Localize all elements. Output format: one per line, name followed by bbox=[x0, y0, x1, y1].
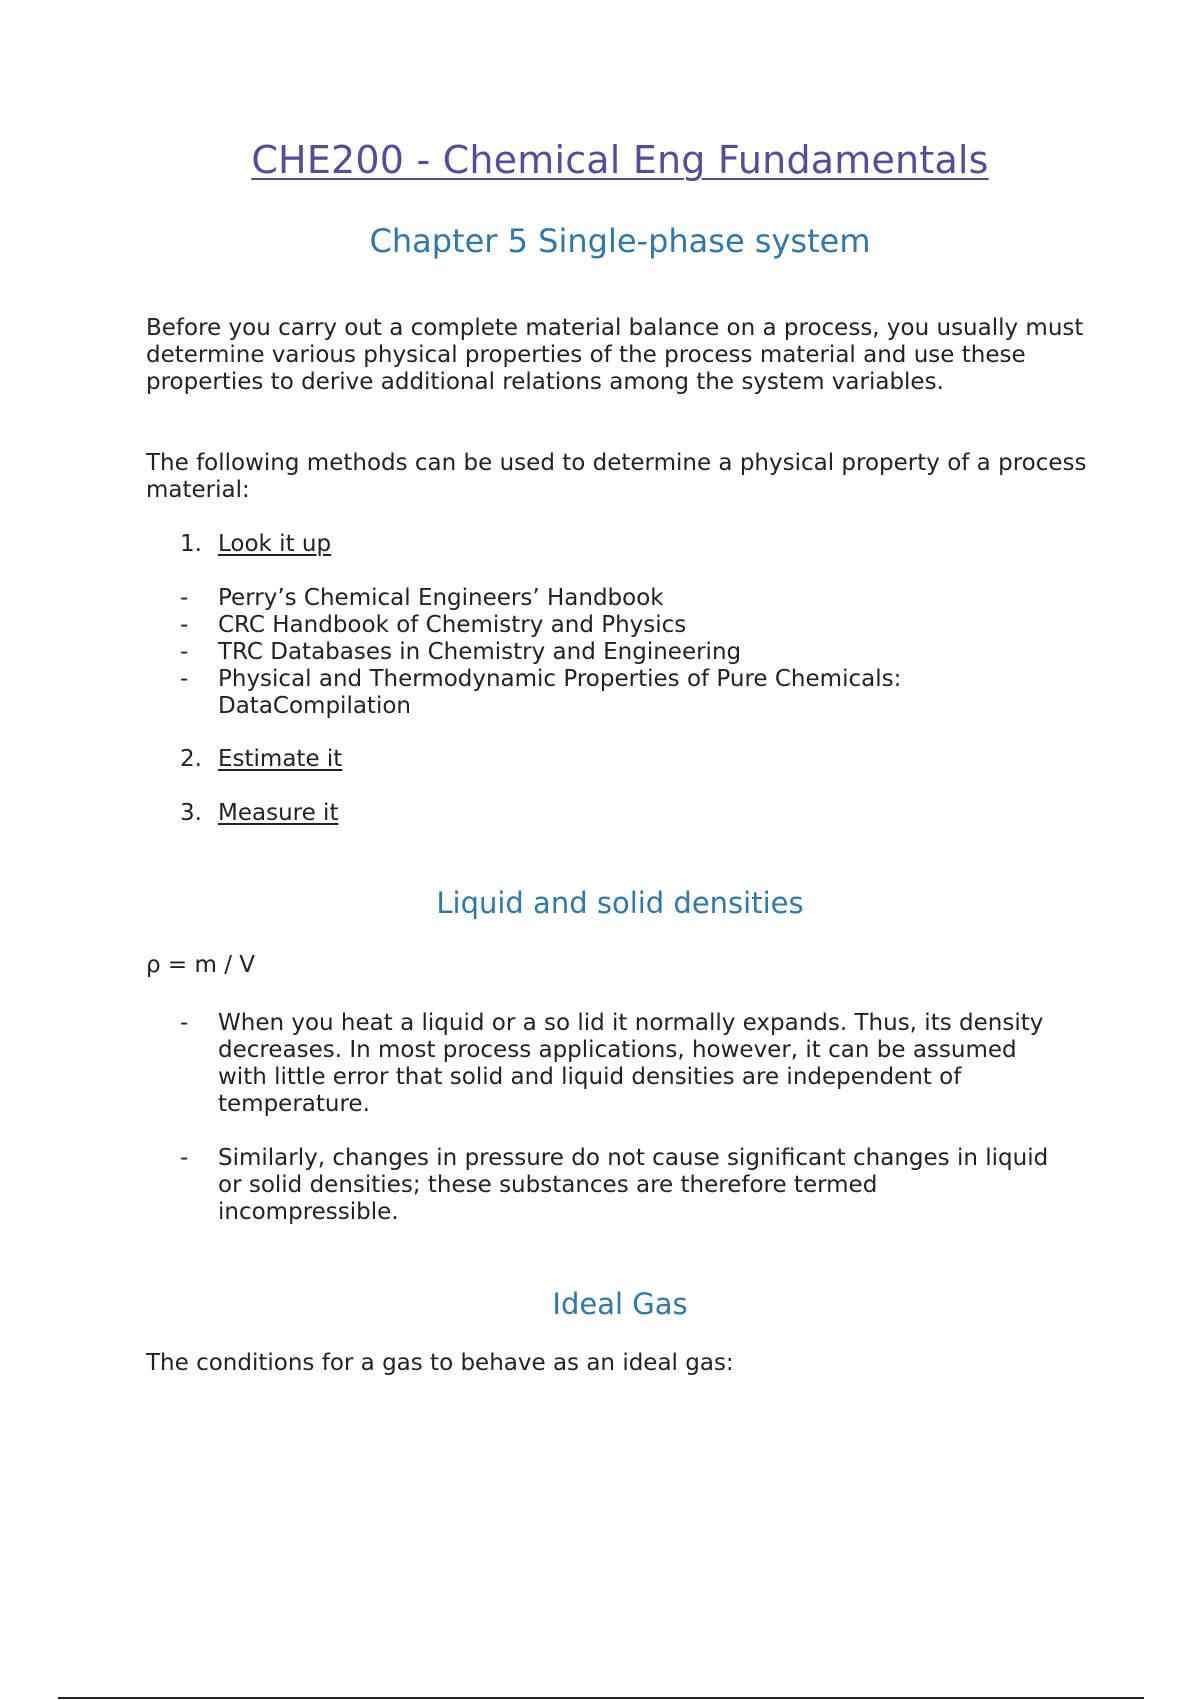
density-formula: ρ = m / V bbox=[146, 952, 256, 978]
list-item bbox=[180, 639, 1060, 666]
footer-divider bbox=[58, 1697, 1144, 1699]
reference-text: Perry’s Chemical Engineers’ Handbook bbox=[218, 585, 664, 611]
dash-bullet: - bbox=[180, 585, 189, 611]
list-item bbox=[180, 612, 1060, 639]
point-text: When you heat a liquid or a so lid it normally expands. Thus, its density decreases. In most process applications, however, it can be assumed with little error that solid and liquid densities are independent of temperature. bbox=[218, 1010, 1044, 1117]
dash-bullet: - bbox=[180, 666, 189, 692]
section-heading-ideal-gas: Ideal Gas bbox=[552, 1287, 688, 1321]
method-label: Measure it bbox=[218, 800, 339, 826]
point-text: Similarly, changes in pressure do not cause significant changes in liquid or solid densities; these substances are therefore termed incompressible. bbox=[218, 1145, 1049, 1225]
reference-list bbox=[180, 585, 1060, 720]
method-number: 3. bbox=[180, 800, 202, 826]
chapter-title: Chapter 5 Single-phase system bbox=[369, 222, 871, 260]
list-item bbox=[180, 585, 1060, 612]
dash-bullet: - bbox=[180, 612, 189, 638]
method-item-estimate-it bbox=[180, 746, 342, 773]
ideal-gas-paragraph: The conditions for a gas to behave as an ideal gas: bbox=[146, 1350, 734, 1376]
reference-text: TRC Databases in Chemistry and Engineering bbox=[218, 639, 742, 665]
list-item bbox=[180, 1010, 1060, 1118]
dash-bullet: - bbox=[180, 1010, 189, 1036]
method-item-measure-it bbox=[180, 800, 338, 827]
dash-bullet: - bbox=[180, 1145, 189, 1171]
methods-intro-paragraph: The following methods can be used to determine a physical property of a process material: bbox=[146, 450, 1087, 503]
dash-bullet: - bbox=[180, 639, 189, 665]
reference-text: CRC Handbook of Chemistry and Physics bbox=[218, 612, 687, 638]
document-title: CHE200 - Chemical Eng Fundamentals bbox=[251, 138, 989, 182]
method-label: Estimate it bbox=[218, 746, 343, 772]
density-points-list bbox=[180, 1010, 1060, 1253]
reference-text: Physical and Thermodynamic Properties of Pure Chemicals: DataCompilation bbox=[218, 666, 902, 719]
method-item-look-it-up bbox=[180, 531, 331, 558]
list-item bbox=[180, 1145, 1060, 1226]
section-heading-densities: Liquid and solid densities bbox=[436, 886, 804, 920]
list-item bbox=[180, 666, 1060, 720]
intro-paragraph: Before you carry out a complete material balance on a process, you usually must determine various physical properties of the process material and use these properties to derive additional relations among the system variables. bbox=[146, 315, 1084, 395]
method-label: Look it up bbox=[218, 531, 332, 557]
method-number: 1. bbox=[180, 531, 202, 557]
method-number: 2. bbox=[180, 746, 202, 772]
